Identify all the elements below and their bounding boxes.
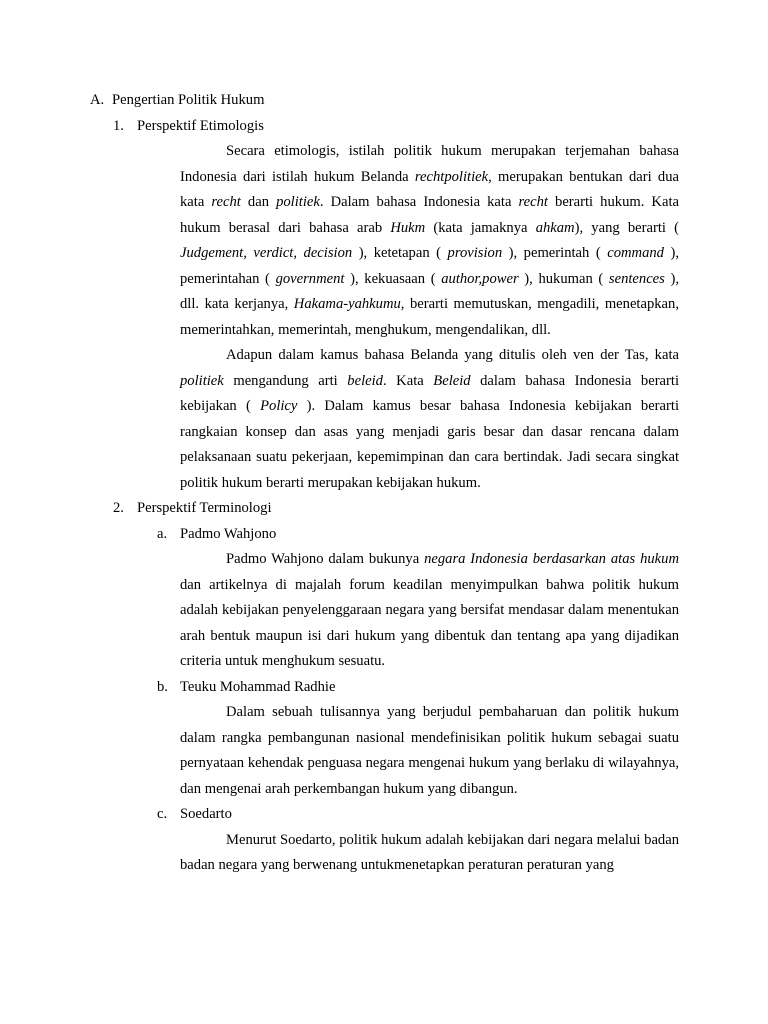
subsection-marker-2: 2. xyxy=(113,500,124,516)
item-marker-b: b. xyxy=(157,678,168,695)
italic-run: ahkam xyxy=(535,219,575,236)
italic-run: government xyxy=(275,270,345,287)
item-heading-c xyxy=(0,802,768,828)
text-run: ), kekuasaan ( xyxy=(344,270,442,287)
subsection-heading-1 xyxy=(0,114,768,140)
item-heading-a xyxy=(0,522,768,548)
text-run: Menurut Soedarto, politik hukum adalah kebijakan dari negara melalui badan badan negara yang berwenang untukmenetapkan peraturan peraturan yang xyxy=(180,831,679,873)
text-run: ), hukuman ( xyxy=(518,270,609,287)
text-run: ), pemerintah ( xyxy=(502,245,608,261)
text-run: ), pemerintahan ( xyxy=(180,245,679,287)
italic-run: author,power xyxy=(441,270,519,287)
paragraph-soedarto xyxy=(180,828,679,879)
text-run: Adapun dalam kamus bahasa Belanda yang ditulis oleh ven der Tas, kata xyxy=(226,347,679,363)
paragraph-etimologis-2 xyxy=(180,343,679,496)
text-run: mengandung arti xyxy=(223,372,348,389)
italic-run: politiek xyxy=(276,194,320,210)
text-run: . Kata xyxy=(382,372,434,389)
item-marker-c: c. xyxy=(157,806,168,822)
italic-run: Hukm xyxy=(390,219,426,236)
paragraph-teuku-radhie xyxy=(180,700,679,802)
italic-run: command xyxy=(607,245,664,261)
item-title-a: Padmo Wahjono xyxy=(180,525,277,542)
italic-run: provision xyxy=(447,245,503,261)
italic-run: Hakama-yahkumu, xyxy=(293,296,405,312)
section-marker: A. xyxy=(90,92,105,108)
text-run: berarti hukum. Kata hukum berasal dari bahasa arab xyxy=(180,194,679,236)
italic-run: Judgement, verdict, decision xyxy=(180,245,353,261)
section-title: Pengertian Politik Hukum xyxy=(112,92,265,108)
item-heading-b xyxy=(0,675,768,701)
text-run: ), dll. kata kerjanya, xyxy=(180,270,679,312)
text-run: Dalam sebuah tulisannya yang berjudul pembaharuan dan politik hukum dalam rangka pembangunan nasional mendefinisikan politik hukum sebagai suatu pernyataan kehendak penguasa negara mengenai hukum yang berlaku di wilayahnya, dan mengenai arah perkembangan hukum yang dibangun. xyxy=(180,704,679,797)
text-run: dalam bahasa Indonesia berarti kebijakan ( xyxy=(180,372,679,414)
section-heading-a xyxy=(0,88,768,114)
italic-run: negara Indonesia berdasarkan atas hukum xyxy=(424,551,679,567)
text-run: Padmo Wahjono dalam bukunya xyxy=(226,551,425,567)
italic-run: beleid xyxy=(347,372,383,389)
paragraph-etimologis-1 xyxy=(180,139,679,343)
text-run: ). Dalam kamus besar bahasa Indonesia kebijakan berarti rangkaian konsep dan asas yang menjadi garis besar dan dasar rencana dalam pelaksanaan suatu pekerjaan, kepemimpinan dan cara bertindak. Jadi secara singkat politik hukum berarti merupakan kebijakan hukum. xyxy=(180,398,679,491)
text-run: (kata jamaknya xyxy=(425,219,536,236)
italic-run: recht xyxy=(518,194,548,210)
subsection-title-1: Perspektif Etimologis xyxy=(137,117,264,134)
item-title-b: Teuku Mohammad Radhie xyxy=(180,678,336,695)
subsection-marker-1: 1. xyxy=(113,117,124,134)
text-run: . Dalam bahasa Indonesia kata xyxy=(319,194,519,210)
italic-run: recht xyxy=(211,194,241,210)
italic-run: sentences xyxy=(608,270,665,287)
item-marker-a: a. xyxy=(157,525,168,542)
text-run: berarti memutuskan, mengadili, menetapkan, memerintahkan, memerintah, menghukum, mengendalikan, dll. xyxy=(180,296,679,338)
italic-run: politiek xyxy=(180,372,224,389)
italic-run: Policy xyxy=(260,398,298,414)
text-run: , merupakan bentukan dari dua kata xyxy=(180,168,679,210)
text-run: ), ketetapan ( xyxy=(352,245,448,261)
italic-run: rechtpolitiek xyxy=(414,168,489,185)
italic-run: Beleid xyxy=(433,372,471,389)
item-title-c: Soedarto xyxy=(180,806,232,822)
text-run: Secara etimologis, istilah politik hukum merupakan terjemahan bahasa Indonesia dari istilah hukum Belanda xyxy=(180,143,679,185)
text-run: dan xyxy=(240,194,277,210)
subsection-heading-2 xyxy=(0,496,768,522)
paragraph-padmo-wahjono xyxy=(180,547,679,675)
text-run: dan artikelnya di majalah forum keadilan menyimpulkan bahwa politik hukum adalah kebijakan penyelenggaraan negara yang bersifat mendasar dalam menentukan arah bentuk maupun isi dari hukum yang dibentuk dan tentang apa yang dijadikan criteria untuk menghukum sesuatu. xyxy=(180,576,679,669)
text-run: ), yang berarti ( xyxy=(574,219,680,236)
subsection-title-2: Perspektif Terminologi xyxy=(137,500,272,516)
